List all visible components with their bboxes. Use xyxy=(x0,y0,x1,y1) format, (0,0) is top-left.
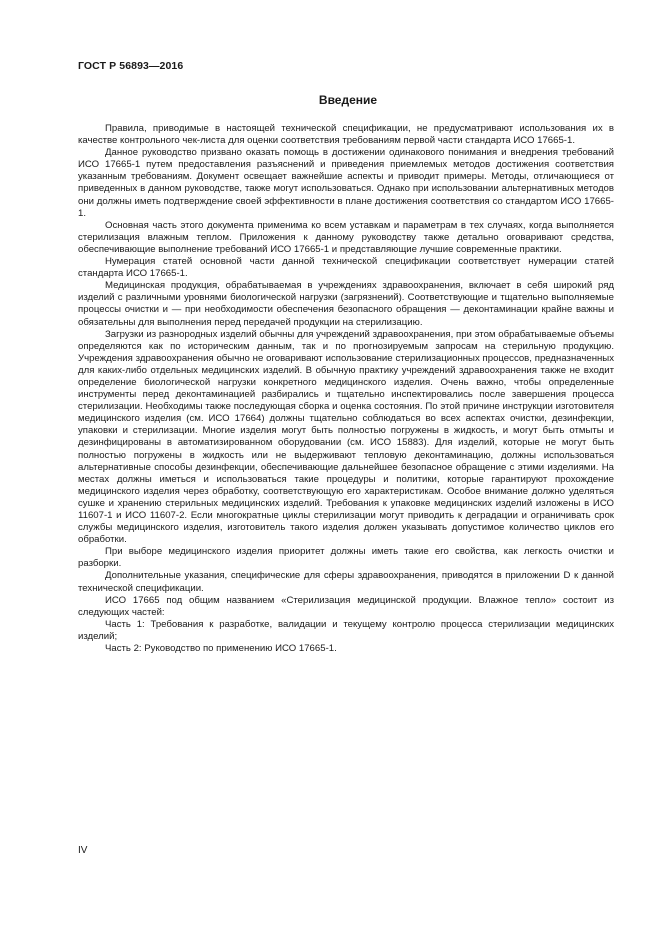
paragraph: Правила, приводимые в настоящей технической спецификации, не предусматривают использования их в качестве контрольного чек-листа для оценки соответствия требованиям первой части стандарта ИСО 17665-1. xyxy=(78,123,614,147)
paragraph: Основная часть этого документа применима ко всем уставкам и параметрам в тех случаях, когда выполняется стерилизация влажным теплом. Приложения к данному руководству также детально оговаривают средства, обеспечивающие выполнение требований ИСО 17665-1 и представляющие лучшие современные практики. xyxy=(78,219,614,255)
paragraph: Нумерация статей основной части данной технической спецификации соответствует нумерации статей стандарта ИСО 17665-1. xyxy=(78,256,614,280)
paragraph: Загрузки из разнородных изделий обычны для учреждений здравоохранения, при этом обрабатываемые объемы определяются как по историческим данным, так и по прогнозируемым запросам на стерильную продукцию. Учреждения здравоохранения обычно не оговаривают использование стерилизационных процессов, предназначенных для каких-либо отдельных медицинских изделий. В обычную практику учреждений здравоохранения также не входит определение биологической нагрузки конкретного медицинского изделия. Очень важно, чтобы определенные инструменты перед деконтаминацией разбирались и тщательно инспектировались после завершения процесса стерилизации. Необходимы также последующая сборка и оценка состояния. По этой причине инструкции изготовителя медицинского изделия (см. ИСО 17664) должны тщательно соблюдаться во всех аспектах очистки, дезинфекции, упаковки и стерилизации. Многие изделия могут быть полностью погружены в жидкость, и могут быть отмыты и дезинфицированы в автоматизированном оборудовании (см. ИСО 15883). Для изделий, которые не могут быть полностью погружены в жидкость или не выдерживают тепловую деконтаминацию, должны использоваться альтернативные способы дезинфекции, обеспечивающие дальнейшее безопасное обращение с этими изделиями. На местах должны иметься и использоваться такие процедуры и политики, которые гарантируют прохождение медицинского изделия через обработку, соответствующую его характеристикам. Особое внимание должно уделяться сушке и хранению стерильных медицинских изделий. Требования к упаковке медицинских изделий изложены в ИСО 11607-1 и ИСО 11607-2. Если многократные циклы стерилизации могут приводить к деградации и ограничивать срок службы медицинского изделия, изготовитель такого изделия должен указывать допустимое количество циклов его обработки. xyxy=(78,328,614,546)
introduction-body xyxy=(78,123,614,655)
paragraph: ИСО 17665 под общим названием «Стерилизация медицинской продукции. Влажное тепло» состоит из следующих частей: xyxy=(78,594,614,618)
paragraph: При выборе медицинского изделия приоритет должны иметь такие его свойства, как легкость очистки и разборки. xyxy=(78,546,614,570)
paragraph: Часть 1: Требования к разработке, валидации и текущему контролю процесса стерилизации медицинских изделий; xyxy=(78,618,614,642)
paragraph: Дополнительные указания, специфические для сферы здравоохранения, приводятся в приложении D к данной технической спецификации. xyxy=(78,570,614,594)
paragraph: Медицинская продукция, обрабатываемая в учреждениях здравоохранения, включает в себя широкий ряд изделий с различными уровнями биологической нагрузки (загрязнений). Соответствующие и тщательно выполняемые процессы очистки и — при необходимости обеспечения безопасного обращения — деконтаминации крайне важны и обязательны для выполнения перед передачей продукции на стерилизацию. xyxy=(78,280,614,328)
page-number: IV xyxy=(78,845,88,856)
paragraph: Часть 2: Руководство по применению ИСО 17665-1. xyxy=(105,643,337,655)
section-title: Введение xyxy=(318,93,378,107)
standard-code-header: ГОСТ Р 56893—2016 xyxy=(78,60,184,72)
paragraph: Данное руководство призвано оказать помощь в достижении одинакового понимания и внедрения требований ИСО 17665-1 путем предоставления разъяснений и приведения приемлемых методов достижения соответствия указанным требованиям. Документ освещает важнейшие аспекты и приводит примеры. Методы, отличающиеся от приведенных в данном руководстве, также могут использоваться. Однако при использовании альтернативных методов они должны иметь подтверждение своей эффективности в плане достижения соответствия со стандартом ИСО 17665-1. xyxy=(78,147,614,219)
